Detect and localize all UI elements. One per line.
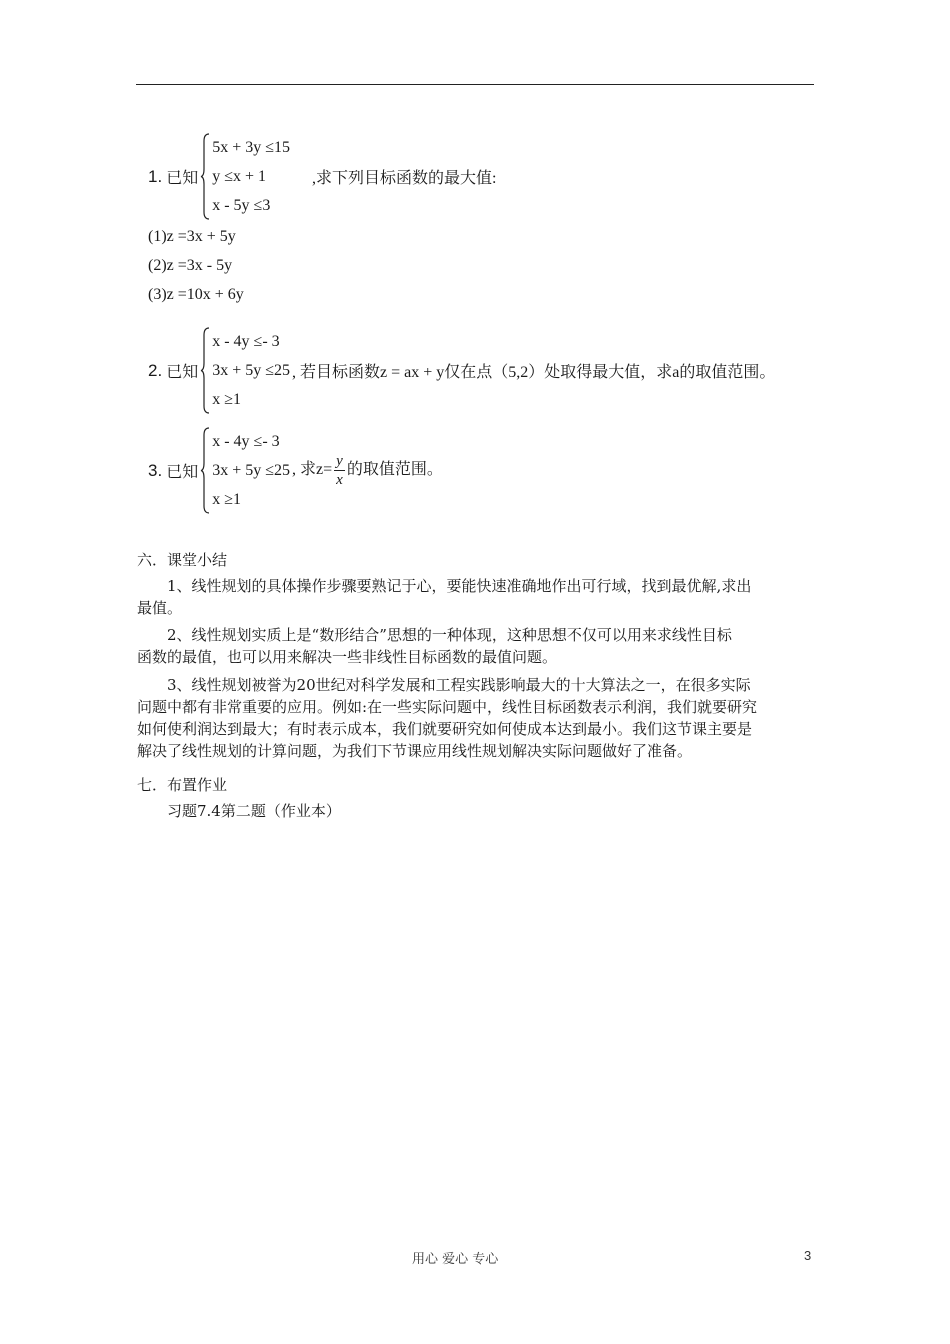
paragraph-line: 如何使利润达到最大；有时表示成本，我们就要研究如何使成本达到最小。我们这节课主要是	[137, 720, 753, 738]
section-heading-homework: 七．布置作业	[137, 776, 228, 794]
fraction-denominator: x	[336, 472, 343, 488]
summary-item-3	[137, 674, 817, 762]
problem-1	[148, 133, 496, 220]
inequality-system	[200, 327, 290, 414]
inequality-row: x - 5y ≤3	[212, 197, 271, 214]
summary-item-1	[137, 575, 817, 619]
inequality-system	[200, 427, 290, 514]
problem-number: 2.	[148, 360, 163, 380]
problem-2	[148, 327, 775, 414]
problem-suffix: ,求下列目标函数的最大值:	[312, 170, 497, 187]
inequality-row: x ≥1	[212, 391, 241, 408]
homework-text: 习题7.4第二题（作业本）	[137, 802, 341, 820]
subquestion: (2)z =3x - 5y	[148, 257, 233, 274]
problem-3	[148, 427, 443, 514]
paragraph-line: 3、线性规划被誉为20世纪对科学发展和工程实践影响最大的十大算法之一，在很多实际	[137, 676, 751, 694]
suffix-before-fraction: , 求z=	[292, 461, 333, 479]
paragraph-line: 1、线性规划的具体操作步骤要熟记于心，要能快速准确地作出可行域，找到最优解,求出	[137, 577, 752, 595]
inequality-row: x ≥1	[212, 491, 241, 508]
problem-prefix: 已知	[166, 462, 199, 481]
paragraph-line: 解决了线性规划的计算问题，为我们下节课应用线性规划解决实际问题做好了准备。	[137, 742, 693, 760]
footer-motto: 用心 爱心 专心	[412, 1252, 499, 1267]
paragraph-line: 问题中都有非常重要的应用。例如:在一些实际问题中，线性目标函数表示利润，我们就要研究	[137, 698, 758, 716]
subquestion: (1)z =3x + 5y	[148, 228, 236, 245]
suffix-after-fraction: 的取值范围。	[346, 461, 443, 479]
inequality-row: y ≤x + 1	[212, 168, 267, 185]
inequality-system	[200, 133, 290, 220]
page-number: 3	[804, 1248, 812, 1263]
summary-item-2	[137, 624, 817, 668]
left-brace-icon	[200, 327, 210, 414]
problem-suffix	[292, 452, 443, 489]
inequality-row: x - 4y ≤- 3	[212, 333, 280, 350]
paragraph-line: 2、线性规划实质上是“数形结合”思想的一种体现，这种思想不仅可以用来求线性目标	[137, 626, 732, 644]
problem-number: 1.	[148, 166, 163, 186]
problem-number: 3.	[148, 460, 163, 480]
left-brace-icon	[200, 427, 210, 514]
paragraph-line: 函数的最值，也可以用来解决一些非线性目标函数的最值问题。	[137, 648, 558, 666]
inequality-row: 3x + 5y ≤25	[212, 462, 291, 479]
header-rule	[136, 84, 814, 85]
inequality-row: x - 4y ≤- 3	[212, 433, 280, 450]
paragraph-line: 最值。	[137, 599, 183, 617]
subquestion: (3)z =10x + 6y	[148, 286, 244, 303]
left-brace-icon	[200, 133, 210, 220]
problem-suffix: , 若目标函数z = ax + y仅在点（5,2）处取得最大值，求a的取值范围。	[292, 364, 776, 381]
fraction	[334, 452, 345, 489]
inequality-row: 5x + 3y ≤15	[212, 139, 291, 156]
problem-prefix: 已知	[166, 168, 199, 187]
problem-prefix: 已知	[166, 362, 199, 381]
inequality-row: 3x + 5y ≤25	[212, 362, 291, 379]
section-heading-summary: 六．课堂小结	[137, 551, 228, 569]
fraction-numerator: y	[336, 453, 343, 469]
